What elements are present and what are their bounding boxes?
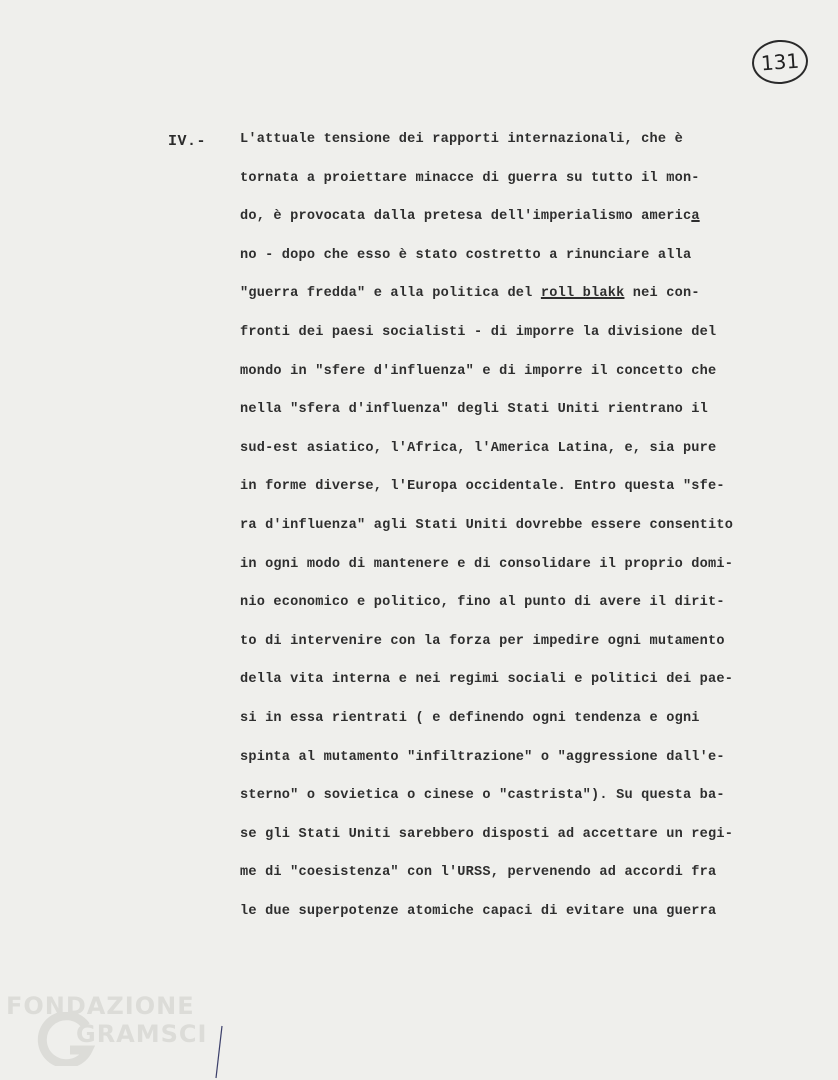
text-line [240,477,830,516]
text-line [240,825,830,864]
text-line [240,323,830,362]
text-segment: in forme diverse, l'Europa occidentale. Entro questa "sfe- [240,479,725,495]
text-line [240,169,830,208]
watermark-line-2: GRAMSCI [76,1020,208,1048]
text-line [240,593,830,632]
text-line [240,786,830,825]
text-line [240,362,830,401]
text-segment: della vita interna e nei regimi sociali e politici dei pae- [240,672,734,688]
text-line [240,207,830,246]
text-line [240,748,830,787]
text-segment: in ogni modo di mantenere e di consolidare il proprio domi- [240,556,734,572]
text-line [240,632,830,671]
underlined-text: roll blakk [540,286,625,302]
text-segment: "guerra fredda" e alla politica del [240,286,541,302]
text-segment: si in essa rientrati ( e definendo ogni tendenza e ogni [240,710,700,726]
watermark-line-1: FONDAZIONE [6,992,195,1020]
text-line [240,246,830,285]
text-segment: fronti dei paesi socialisti - di imporre la divisione del [240,324,717,340]
watermark [6,988,216,1068]
body-text [240,130,830,940]
text-line [240,555,830,594]
text-line [240,863,830,902]
text-line [240,439,830,478]
text-segment: mondo in "sfere d'influenza" e di imporre il concetto che [240,363,717,379]
text-segment: tornata a proiettare minacce di guerra su tutto il mon- [240,170,700,186]
text-segment: le due superpotenze atomiche capaci di evitare una guerra [240,903,717,919]
text-line [240,516,830,555]
text-segment: me di "coesistenza" con l'URSS, pervenendo ad accordi fra [240,865,717,881]
text-segment: nei con- [624,286,700,302]
text-segment: nio economico e politico, fino al punto di avere il dirit- [240,595,725,611]
text-segment: L'attuale tensione dei rapporti internazionali, che è [240,132,683,147]
pen-mark-icon [212,1024,226,1080]
text-segment: sterno" o sovietica o cinese o "castrista"). Su questa ba- [240,788,725,804]
text-segment: to di intervenire con la forza per impedire ogni mutamento [240,633,725,649]
text-segment: se gli Stati Uniti sarebbero disposti ad accettare un regi- [240,826,734,842]
underlined-text: a [691,209,700,225]
text-line [240,670,830,709]
text-segment: do, è provocata dalla pretesa dell'imperialismo americ [240,209,692,225]
folio-number: 131 [751,38,810,86]
text-segment: spinta al mutamento "infiltrazione" o "aggressione dall'e- [240,749,725,765]
text-line [240,130,830,169]
text-segment: sud-est asiatico, l'Africa, l'America Latina, e, sia pure [240,440,717,456]
text-line [240,284,830,323]
text-segment: ra d'influenza" agli Stati Uniti dovrebbe essere consentito [240,517,734,533]
text-line [240,400,830,439]
section-number: IV.- [168,133,207,150]
text-line [240,902,830,941]
text-line [240,709,830,748]
text-segment: nella "sfera d'influenza" degli Stati Uniti rientrano il [240,402,709,418]
text-segment: no - dopo che esso è stato costretto a rinunciare alla [240,247,692,263]
